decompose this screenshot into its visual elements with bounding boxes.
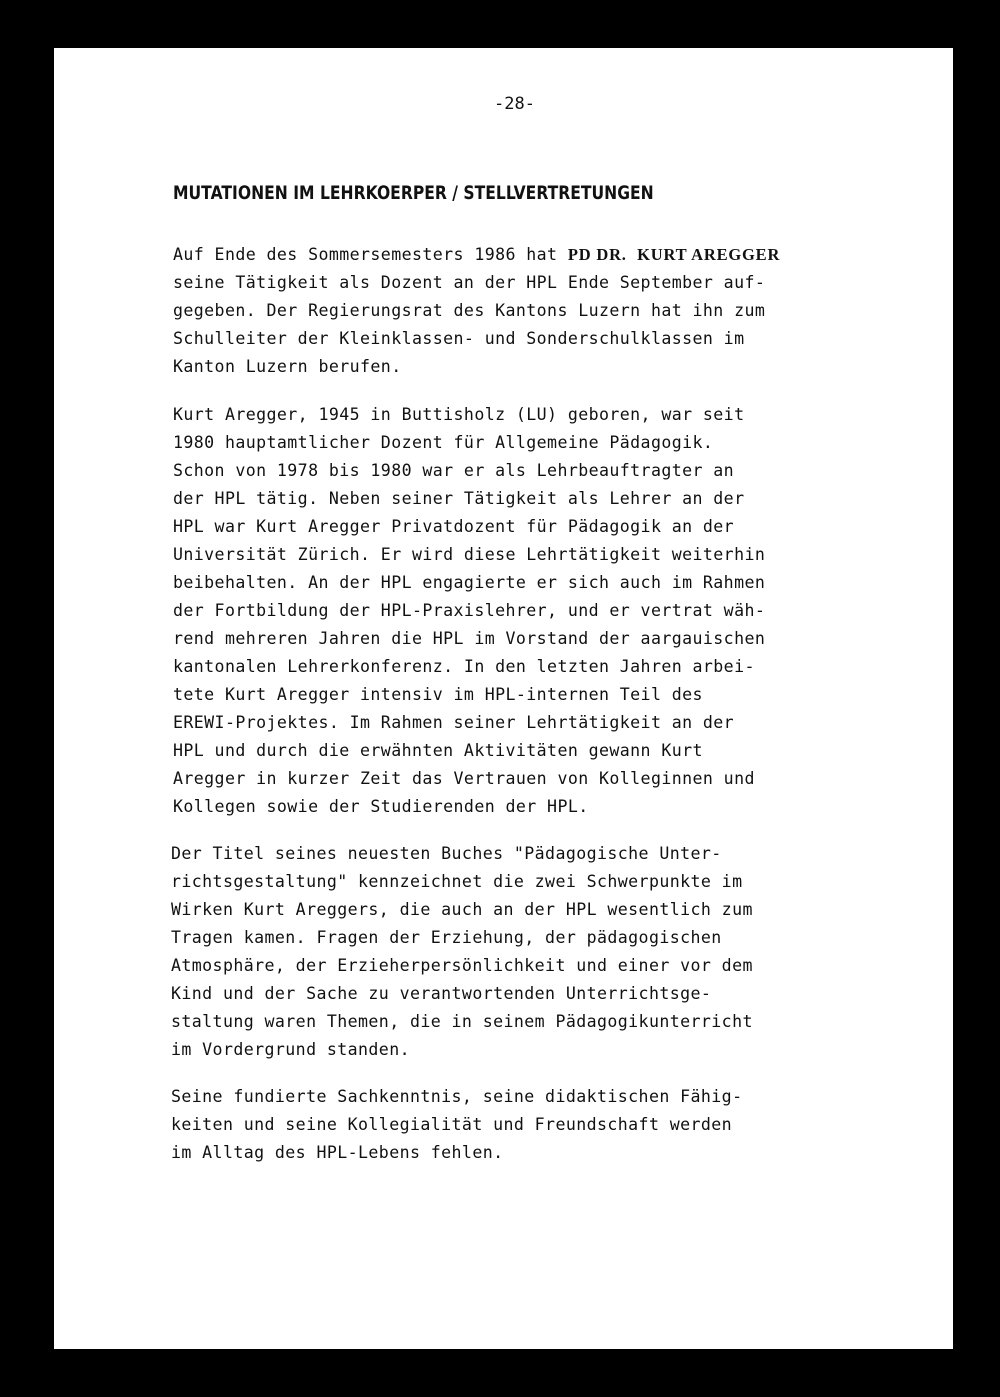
paragraph-2-line: der HPL tätig. Neben seiner Tätigkeit als Lehrer an der <box>173 489 745 508</box>
paragraph-1-line: Kanton Luzern berufen. <box>173 357 402 376</box>
paragraph-1-line: gegeben. Der Regierungsrat des Kantons Luzern hat ihn zum <box>173 301 766 320</box>
paragraph-2-line: HPL war Kurt Aregger Privatdozent für Pädagogik an der <box>173 517 735 536</box>
paragraph-2-line: HPL und durch die erwähnten Aktivitäten gewann Kurt <box>173 741 703 760</box>
paragraph-2-line: beibehalten. An der HPL engagierte er sich auch im Rahmen <box>173 573 766 592</box>
paragraph-4-line: im Alltag des HPL-Lebens fehlen. <box>171 1143 504 1162</box>
paragraph-4-line: Seine fundierte Sachkenntnis, seine didaktischen Fähig- <box>171 1087 743 1106</box>
section-heading: MUTATIONEN IM LEHRKOERPER / STELLVERTRETUNGEN <box>173 182 654 204</box>
paragraph-2-line: Kurt Aregger, 1945 in Buttisholz (LU) geboren, war seit <box>173 405 745 424</box>
document-page <box>54 48 953 1349</box>
paragraph-2-line: kantonalen Lehrerkonferenz. In den letzten Jahren arbei- <box>173 657 755 676</box>
paragraph-1-line-1 <box>173 245 780 265</box>
paragraph-2-line: Schon von 1978 bis 1980 war er als Lehrbeauftragter an <box>173 461 735 480</box>
paragraph-3-line: Der Titel seines neuesten Buches "Pädagogische Unter- <box>171 844 722 863</box>
paragraph-3-line: im Vordergrund standen. <box>171 1040 410 1059</box>
paragraph-2-line: 1980 hauptamtlicher Dozent für Allgemeine Pädagogik. <box>173 433 714 452</box>
person-name: KURT AREGGER <box>637 245 781 264</box>
paragraph-2-line: EREWI-Projektes. Im Rahmen seiner Lehrtätigkeit an der <box>173 713 735 732</box>
paragraph-4-line: keiten und seine Kollegialität und Freundschaft werden <box>171 1115 733 1134</box>
paragraph-2-line: der Fortbildung der HPL-Praxislehrer, und er vertrat wäh- <box>173 601 766 620</box>
paragraph-2-line: Aregger in kurzer Zeit das Vertrauen von Kolleginnen und <box>173 769 755 788</box>
paragraph-3-line: Wirken Kurt Areggers, die auch an der HPL wesentlich zum <box>171 900 753 919</box>
paragraph-3-line: richtsgestaltung" kennzeichnet die zwei Schwerpunkte im <box>171 872 743 891</box>
paragraph-3-line: staltung waren Themen, die in seinem Pädagogikunterricht <box>171 1012 753 1031</box>
paragraph-2-line: Kollegen sowie der Studierenden der HPL. <box>173 797 589 816</box>
page-number: -28- <box>494 94 535 114</box>
paragraph-2-line: Universität Zürich. Er wird diese Lehrtätigkeit weiterhin <box>173 545 766 564</box>
person-title: PD DR. <box>567 245 627 264</box>
paragraph-3-line: Kind und der Sache zu verantwortenden Unterrichtsge- <box>171 984 712 1003</box>
paragraph-3-line: Tragen kamen. Fragen der Erziehung, der pädagogischen <box>171 928 722 947</box>
paragraph-2-line: rend mehreren Jahren die HPL im Vorstand der aargauischen <box>173 629 766 648</box>
paragraph-1-intro-text: Auf Ende des Sommersemesters 1986 hat <box>173 245 568 264</box>
paragraph-1-line: seine Tätigkeit als Dozent an der HPL Ende September auf- <box>173 273 766 292</box>
paragraph-1-line: Schulleiter der Kleinklassen- und Sonderschulklassen im <box>173 329 745 348</box>
paragraph-2-line: tete Kurt Aregger intensiv im HPL-internen Teil des <box>173 685 703 704</box>
paragraph-3-line: Atmosphäre, der Erzieherpersönlichkeit und einer vor dem <box>171 956 753 975</box>
